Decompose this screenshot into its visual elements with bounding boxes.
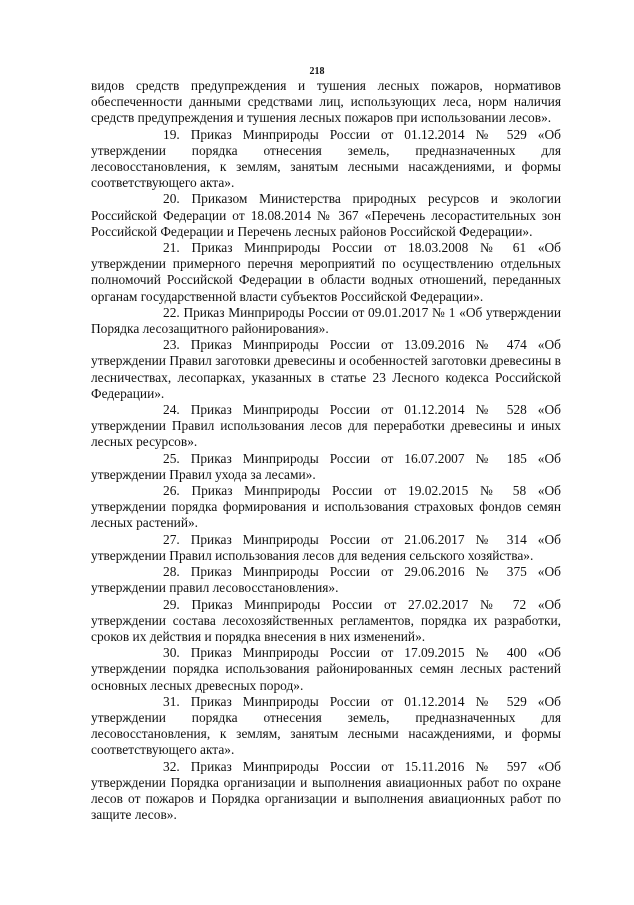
list-item	[91, 191, 561, 240]
item-text: Приказ Минприроды России от 13.09.2016 № 474 «Об утверждении Правил заготовки древесины и особенностей заготовки древесины в лесничествах, лесопарках, указанных в статье 23 Лесного кодекса Российской Федерации».	[91, 337, 561, 401]
list-item	[91, 127, 561, 192]
list-item	[91, 564, 561, 596]
item-number: 30.	[163, 645, 180, 661]
item-number: 32.	[163, 758, 180, 774]
item-number: 27.	[163, 531, 180, 547]
item-number: 24.	[163, 402, 180, 418]
item-number: 28.	[163, 564, 180, 580]
item-text: Приказ Минприроды России от 16.07.2007 № 185 «Об утверждении Правил ухода за лесами».	[91, 450, 561, 482]
item-text: Приказом Министерства природных ресурсов и экологии Российской Федерации от 18.08.2014 № 367 «Перечень лесорастительных зон Российской Федерации и Перечень лесных районов Российской Федерации».	[91, 191, 561, 239]
list-item	[91, 759, 561, 824]
intro-paragraph: видов средств предупреждения и тушения лесных пожаров, нормативов обеспеченности данными средствами лиц, использующих леса, норм наличия средств предупреждения и тушения лесных пожаров при использовании лесов».	[91, 78, 561, 126]
item-number: 25.	[163, 450, 180, 466]
item-text: Приказ Минприроды России от 01.12.2014 № 529 «Об утверждении порядка отнесения земель, предназначенных для лесовосстановления, к землям, занятым лесными насаждениями, и формы соответствующего акта».	[91, 126, 561, 191]
item-number: 29.	[163, 596, 180, 612]
item-number: 20.	[163, 191, 180, 207]
item-text: Приказ Минприроды России от 01.12.2014 № 529 «Об утверждении порядка отнесения земель, предназначенных для лесовосстановления, к землям, занятым лесными насаждениями, и формы соответствующего акта».	[91, 693, 561, 758]
item-number: 19.	[163, 126, 180, 142]
list-item	[91, 694, 561, 759]
item-number: 22.	[163, 304, 180, 320]
item-text: Приказ Минприроды России от 09.01.2017 № 1 «Об утверждении Порядка лесозащитного районирования».	[91, 304, 561, 337]
item-number: 26.	[163, 483, 180, 499]
item-text: Приказ Минприроды России от 19.02.2015 № 58 «Об утверждении порядка формирования и использования страховых фондов семян лесных растений».	[91, 483, 561, 531]
list-item	[91, 483, 561, 532]
list-item	[91, 597, 561, 646]
page-body	[91, 78, 561, 823]
item-text: Приказ Минприроды России от 18.03.2008 № 61 «Об утверждении примерного перечня мероприятий по осуществлению отдельных полномочий Российской Федерации в области водных отношений, переданных органам государственной власти субъектов Российской Федерации».	[91, 240, 561, 304]
item-text: Приказ Минприроды России от 27.02.2017 № 72 «Об утверждении состава лесохозяйственных регламентов, порядка их разработки, сроков их действия и порядка внесения в них изменений».	[91, 596, 561, 644]
page-number: 218	[309, 66, 325, 77]
item-number: 23.	[163, 337, 180, 353]
item-number: 21.	[163, 240, 180, 256]
list-item	[91, 451, 561, 483]
item-text: Приказ Минприроды России от 21.06.2017 № 314 «Об утверждении Правил использования лесов для ведения сельского хозяйства».	[91, 531, 561, 563]
list-item	[91, 532, 561, 564]
list-item	[91, 240, 561, 305]
item-text: Приказ Минприроды России от 29.06.2016 № 375 «Об утверждении правил лесовосстановления».	[91, 564, 561, 596]
list-item	[91, 337, 561, 402]
list-item	[91, 402, 561, 451]
item-text: Приказ Минприроды России от 17.09.2015 № 400 «Об утверждении порядка использования районированных семян лесных растений основных лесных древесных пород».	[91, 645, 561, 693]
item-text: Приказ Минприроды России от 01.12.2014 № 528 «Об утверждении Правил использования лесов для переработки древесины и иных лесных ресурсов».	[91, 402, 561, 450]
list-item	[91, 305, 561, 337]
list-item	[91, 645, 561, 694]
item-text: Приказ Минприроды России от 15.11.2016 № 597 «Об утверждении Порядка организации и выполнения авиационных работ по охране лесов от пожаров и Порядка организации и выполнения авиационных работ по защите лесов».	[91, 758, 561, 823]
item-number: 31.	[163, 693, 180, 709]
